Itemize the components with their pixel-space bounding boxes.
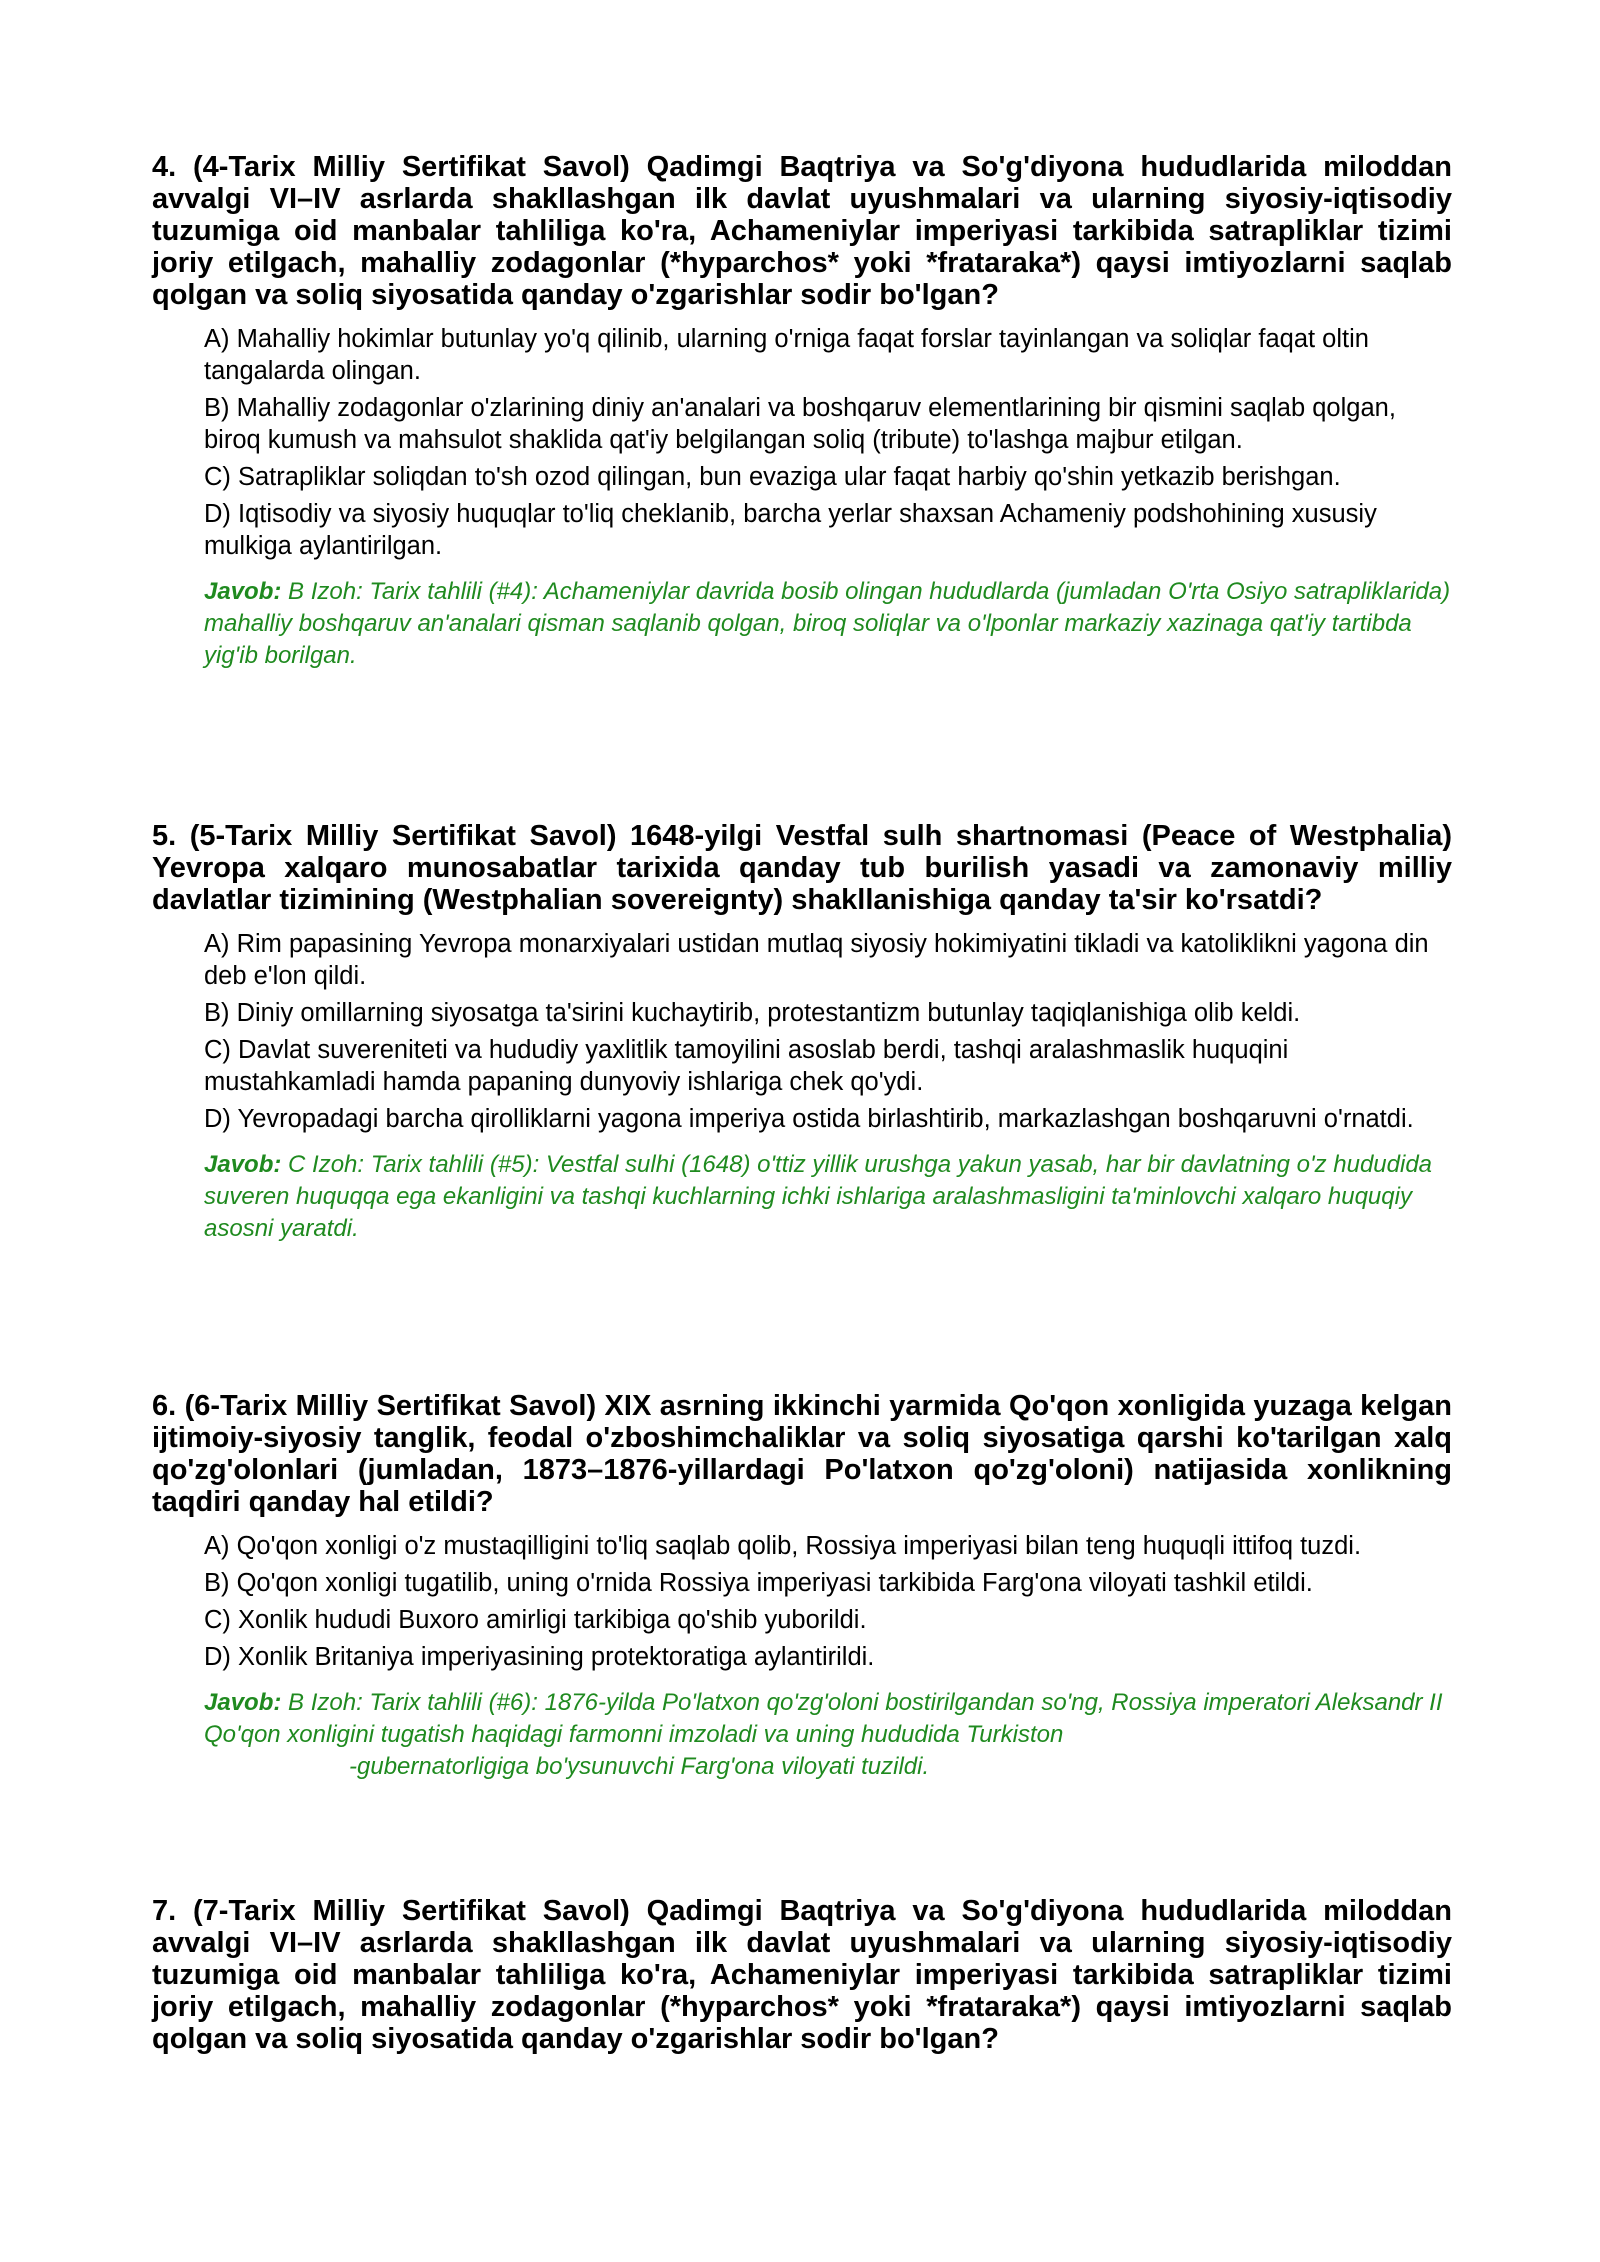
answer-label: Javob: [204, 1151, 282, 1178]
option-b: B) Qo'qon xonligi tugatilib, uning o'rnida Rossiya imperiyasi tarkibida Farg'ona viloyati tashkil etildi. [204, 1569, 1313, 1597]
option-d: D) Xonlik Britaniya imperiyasining protektoratiga aylantirildi. [204, 1643, 875, 1671]
question-block [152, 151, 1452, 672]
option-c: C) Davlat suvereniteti va hududiy yaxlitlik tamoyilini asoslab berdi, tashqi aralashmaslik huquqini mustahkamladi hamda papaning dunyoviy ishlariga chek qo'ydi. [204, 1036, 1289, 1096]
answer-continuation: -gubernatorligiga bo'ysunuvchi Farg'ona viloyati tuzildi. [349, 1753, 930, 1780]
answer-label: Javob: [204, 578, 282, 605]
option-d: D) Yevropadagi barcha qirolliklarni yagona imperiya ostida birlashtirib, markazlashgan boshqaruvni o'rnatdi. [204, 1105, 1414, 1133]
option-a: A) Rim papasining Yevropa monarxiyalari ustidan mutlaq siyosiy hokimiyatini tikladi va katoliklikni yagona din deb e'lon qildi. [204, 930, 1429, 990]
question-block [152, 1895, 1452, 2055]
option-a: A) Qo'qon xonligi o'z mustaqilligini to'liq saqlab qolib, Rossiya imperiyasi bilan teng huquqli ittifoq tuzdi. [204, 1532, 1362, 1560]
answer-text: B Izoh: Tarix tahlili (#6): 1876-yilda Po'latxon qo'zg'oloni bostirilgandan so'ng, Rossiya imperatori Aleksandr II Qo'qon xonligini tugatish haqidagi farmonni imzoladi va uning hududida Turkiston [204, 1689, 1443, 1748]
option-d: D) Iqtisodiy va siyosiy huquqlar to'liq cheklanib, barcha yerlar shaxsan Achameniy podshohining xususiy mulkiga aylantirilgan. [204, 500, 1377, 560]
answer-explanation [204, 576, 1452, 672]
options-list [204, 323, 1452, 562]
option-c: C) Xonlik hududi Buxoro amirligi tarkibiga qo'shib yuborildi. [204, 1606, 867, 1634]
question-title: 5. (5-Tarix Milliy Sertifikat Savol) 1648-yilgi Vestfal sulh shartnomasi (Peace of Westphalia) Yevropa xalqaro munosabatlar tarixida qanday tub burilish yasadi va zamonaviy milliy davlatlar tizimining (Westphalian sovereignty) shakllanishiga qanday ta'sir ko'rsatdi? [152, 820, 1452, 916]
option-b: B) Diniy omillarning siyosatga ta'sirini kuchaytirib, protestantizm butunlay taqiqlanishiga olib keldi. [204, 999, 1301, 1027]
option-c: C) Satrapliklar soliqdan to'sh ozod qilingan, bun evaziga ular faqat harbiy qo'shin yetkazib berishgan. [204, 463, 1341, 491]
question-title: 7. (7-Tarix Milliy Sertifikat Savol) Qadimgi Baqtriya va So'g'diyona hududlarida miloddan avvalgi VI–IV asrlarda shakllashgan ilk davlat uyushmalari va ularning siyosiy-iqtisodiy tuzumiga oid manbalar tahliliga ko'ra, Achameniylar imperiyasi tarkibida satrapliklar tizimi joriy etilgach, mahalliy zodagonlar (*hyparchos* yoki *frataraka*) qaysi imtiyozlarni saqlab qolgan va soliq siyosatida qanday o'zgarishlar sodir bo'lgan? [152, 1895, 1452, 2055]
question-block [152, 820, 1452, 1245]
option-a: A) Mahalliy hokimlar butunlay yo'q qilinib, ularning o'rniga faqat forslar tayinlangan va soliqlar faqat oltin tangalarda olingan. [204, 325, 1369, 385]
options-list [204, 928, 1452, 1135]
options-list [204, 1530, 1452, 1673]
answer-text: B Izoh: Tarix tahlili (#4): Achameniylar davrida bosib olingan hududlarda (jumladan O'rta Osiyo satrapliklarida) mahalliy boshqaruv an'analari qisman saqlanib qolgan, biroq soliqlar va o'lponlar markaziy xazinaga qat'iy tartibda yig'ib borilgan. [204, 578, 1451, 669]
answer-text: C Izoh: Tarix tahlili (#5): Vestfal sulhi (1648) o'ttiz yillik urushga yakun yasab, har bir davlatning o'z hududida suveren huquqqa ega ekanligini va tashqi kuchlarning ichki ishlariga aralashmasligini ta'minlovchi xalqaro huquqiy asosni yaratdi. [204, 1151, 1433, 1242]
option-b: B) Mahalliy zodagonlar o'zlarining diniy an'analari va boshqaruv elementlarining bir qismini saqlab qolgan, biroq kumush va mahsulot shaklida qat'iy belgilangan soliq (tribute) to'lashga majbur etilgan. [204, 394, 1396, 454]
answer-explanation [204, 1687, 1452, 1783]
question-title: 6. (6-Tarix Milliy Sertifikat Savol) XIX asrning ikkinchi yarmida Qo'qon xonligida yuzaga kelgan ijtimoiy-siyosiy tanglik, feodal o'zboshimchaliklar va soliq siyosatiga qarshi ko'tarilgan xalq qo'zg'olonlari (jumladan, 1873–1876-yillardagi Po'latxon qo'zg'oloni) natijasida xonlikning taqdiri qanday hal etildi? [152, 1390, 1452, 1518]
question-block [152, 1390, 1452, 1783]
answer-explanation [204, 1149, 1452, 1245]
answer-label: Javob: [204, 1689, 282, 1716]
question-title: 4. (4-Tarix Milliy Sertifikat Savol) Qadimgi Baqtriya va So'g'diyona hududlarida miloddan avvalgi VI–IV asrlarda shakllashgan ilk davlat uyushmalari va ularning siyosiy-iqtisodiy tuzumiga oid manbalar tahliliga ko'ra, Achameniylar imperiyasi tarkibida satrapliklar tizimi joriy etilgach, mahalliy zodagonlar (*hyparchos* yoki *frataraka*) qaysi imtiyozlarni saqlab qolgan va soliq siyosatida qanday o'zgarishlar sodir bo'lgan? [152, 151, 1452, 311]
